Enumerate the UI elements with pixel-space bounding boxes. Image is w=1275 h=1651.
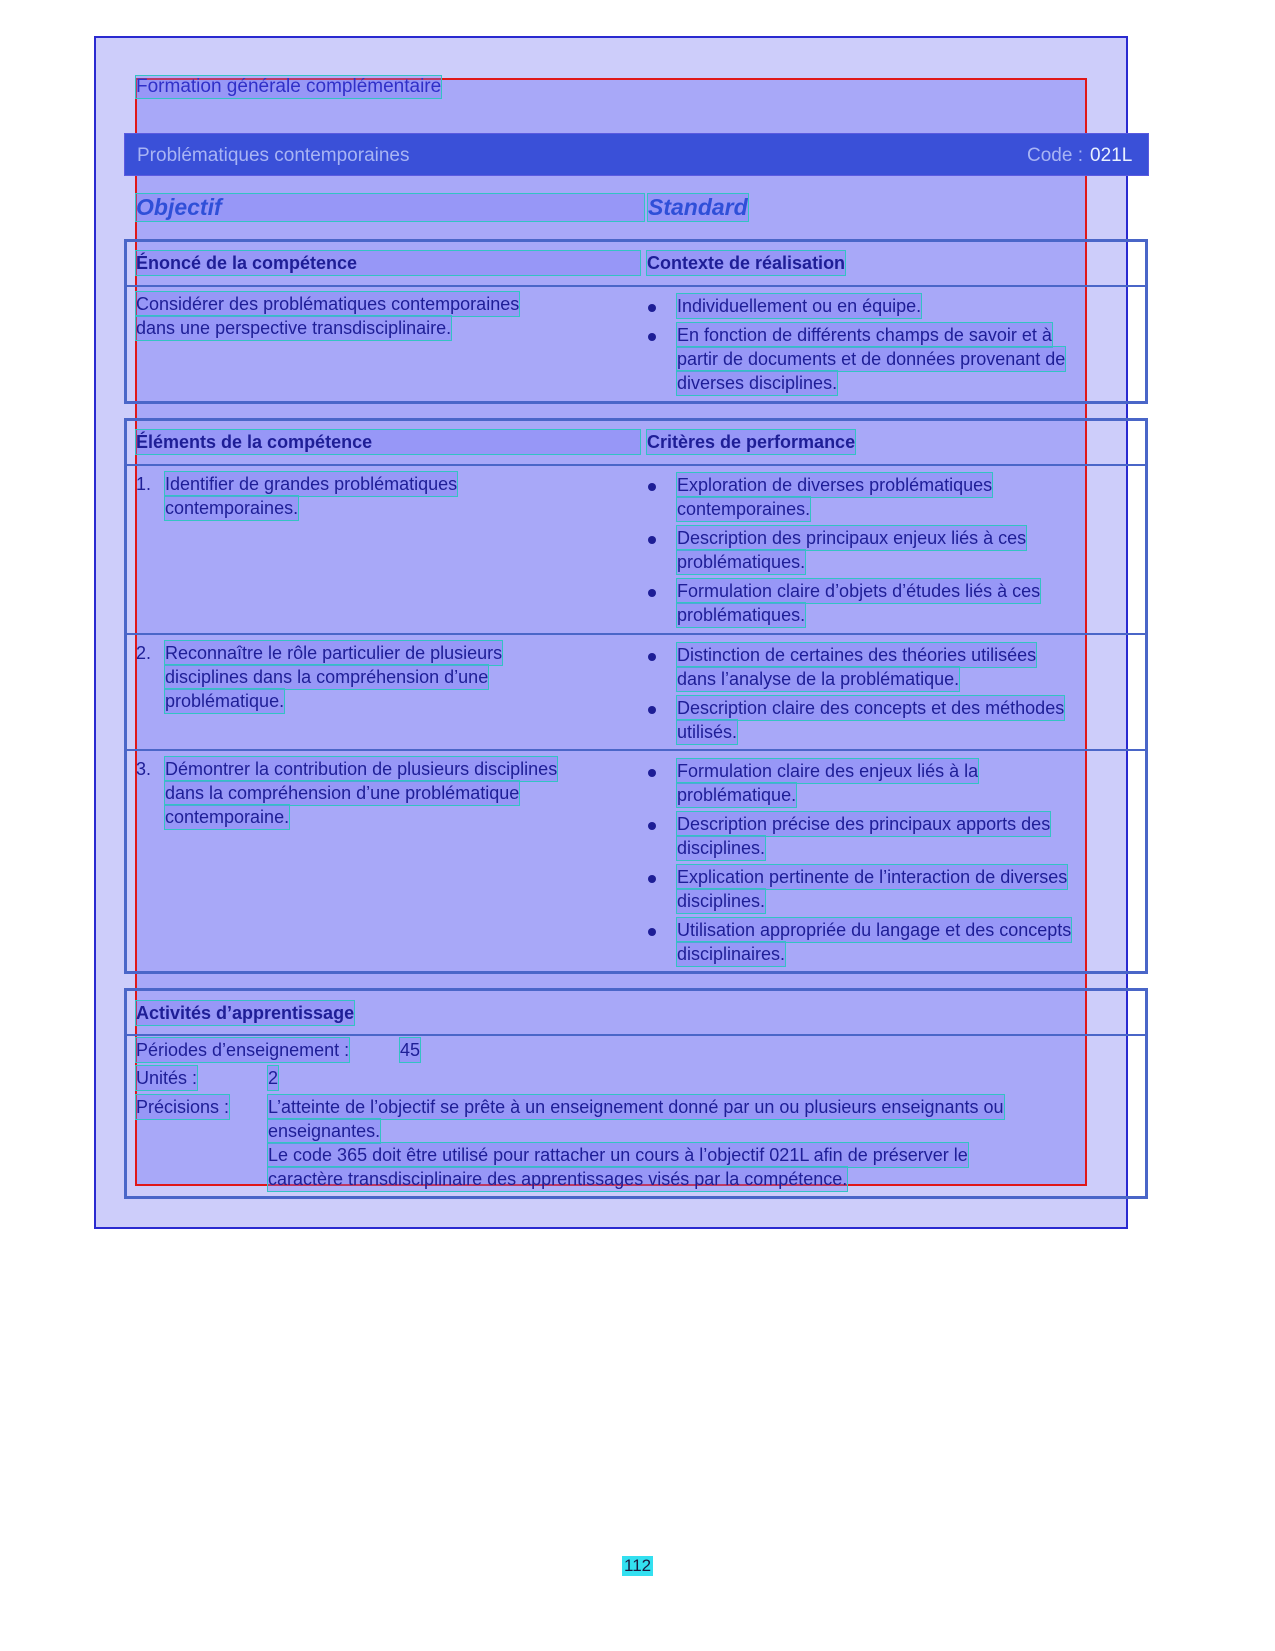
elements-header: Éléments de la compétence (136, 430, 640, 454)
divider (127, 464, 1145, 466)
criterion: Description claire des concepts et des méthodes (677, 698, 1065, 718)
criterion: Explication pertinente de l’interaction de diverses (677, 867, 1068, 887)
periodes-value: 45 (400, 1040, 421, 1060)
bullet-icon (648, 875, 656, 883)
bullet-icon (648, 483, 656, 491)
divider (127, 633, 1145, 635)
objectif-heading: Objectif (136, 194, 644, 221)
divider (127, 285, 1145, 287)
criterion: problématiques. (677, 605, 806, 625)
criterion: disciplinaires. (677, 944, 786, 964)
contexte-item: partir de documents et de données provenant de (677, 349, 1066, 369)
code-label: Code : (1027, 145, 1083, 166)
bullet-icon (648, 706, 656, 714)
criterion: disciplines. (677, 838, 766, 858)
section-heading: Formation générale complémentaire (136, 76, 442, 97)
standard-heading: Standard (648, 194, 748, 220)
criterion: problématique. (677, 785, 797, 805)
bullet-icon (648, 769, 656, 777)
bullet-icon (648, 928, 656, 936)
precisions-label: Précisions : (136, 1097, 230, 1117)
element-line: Démontrer la contribution de plusieurs disciplines (165, 759, 558, 779)
element-number: 2. (136, 643, 152, 663)
element-line: contemporaines. (165, 498, 299, 518)
precisions-line: caractère transdisciplinaire des apprentissages visés par la compétence. (268, 1169, 848, 1189)
bullet-icon (648, 653, 656, 661)
contexte-item: Individuellement ou en équipe. (677, 296, 922, 316)
unites-value: 2 (268, 1068, 279, 1088)
contexte-item: diverses disciplines. (677, 373, 838, 393)
bullet-icon (648, 304, 656, 312)
criterion: Distinction de certaines des théories utilisées (677, 645, 1037, 665)
course-title: Problématiques contemporaines (137, 145, 410, 166)
precisions-line: enseignantes. (268, 1121, 381, 1141)
criterion: Description des principaux enjeux liés à ces (677, 528, 1027, 548)
enonce-line: Considérer des problématiques contemporaines (136, 294, 520, 314)
criterion: problématiques. (677, 552, 806, 572)
periodes-label: Périodes d’enseignement : (136, 1040, 350, 1060)
contexte-header: Contexte de réalisation (647, 253, 846, 273)
bullet-icon (648, 589, 656, 597)
element-line: Reconnaître le rôle particulier de plusieurs (165, 643, 503, 663)
element-line: disciplines dans la compréhension d’une (165, 667, 489, 687)
precisions-line: L’atteinte de l’objectif se prête à un enseignement donné par un ou plusieurs enseignants ou (268, 1097, 1004, 1117)
element-line: problématique. (165, 691, 285, 711)
bullet-icon (648, 536, 656, 544)
divider (127, 749, 1145, 751)
criterion: Utilisation appropriée du langage et des concepts (677, 920, 1072, 940)
enonce-line: dans une perspective transdisciplinaire. (136, 318, 452, 338)
bullet-icon (648, 333, 656, 341)
criterion: contemporaines. (677, 499, 811, 519)
page-number: 112 (624, 1556, 652, 1575)
criterion: Description précise des principaux apports des (677, 814, 1051, 834)
enonce-header: Énoncé de la compétence (136, 251, 640, 275)
criteres-header: Critères de performance (647, 432, 856, 452)
contexte-item: En fonction de différents champs de savoir et à (677, 325, 1052, 345)
bullet-icon (648, 822, 656, 830)
divider (127, 1034, 1145, 1036)
criterion: disciplines. (677, 891, 766, 911)
code-value: 021L (1090, 145, 1133, 166)
precisions-line: Le code 365 doit être utilisé pour rattacher un cours à l’objectif 021L afin de préserver le (268, 1145, 968, 1165)
activites-header: Activités d’apprentissage (136, 1003, 355, 1023)
element-line: dans la compréhension d’une problématique (165, 783, 520, 803)
element-number: 1. (136, 474, 152, 494)
criterion: utilisés. (677, 722, 738, 742)
criterion: dans l’analyse de la problématique. (677, 669, 960, 689)
criterion: Formulation claire des enjeux liés à la (677, 761, 979, 781)
element-line: Identifier de grandes problématiques (165, 474, 458, 494)
unites-label: Unités : (136, 1068, 198, 1088)
element-number: 3. (136, 759, 152, 779)
criterion: Formulation claire d’objets d’études liés à ces (677, 581, 1041, 601)
element-line: contemporaine. (165, 807, 290, 827)
criterion: Exploration de diverses problématiques (677, 475, 993, 495)
course-title-bar (124, 133, 1149, 176)
